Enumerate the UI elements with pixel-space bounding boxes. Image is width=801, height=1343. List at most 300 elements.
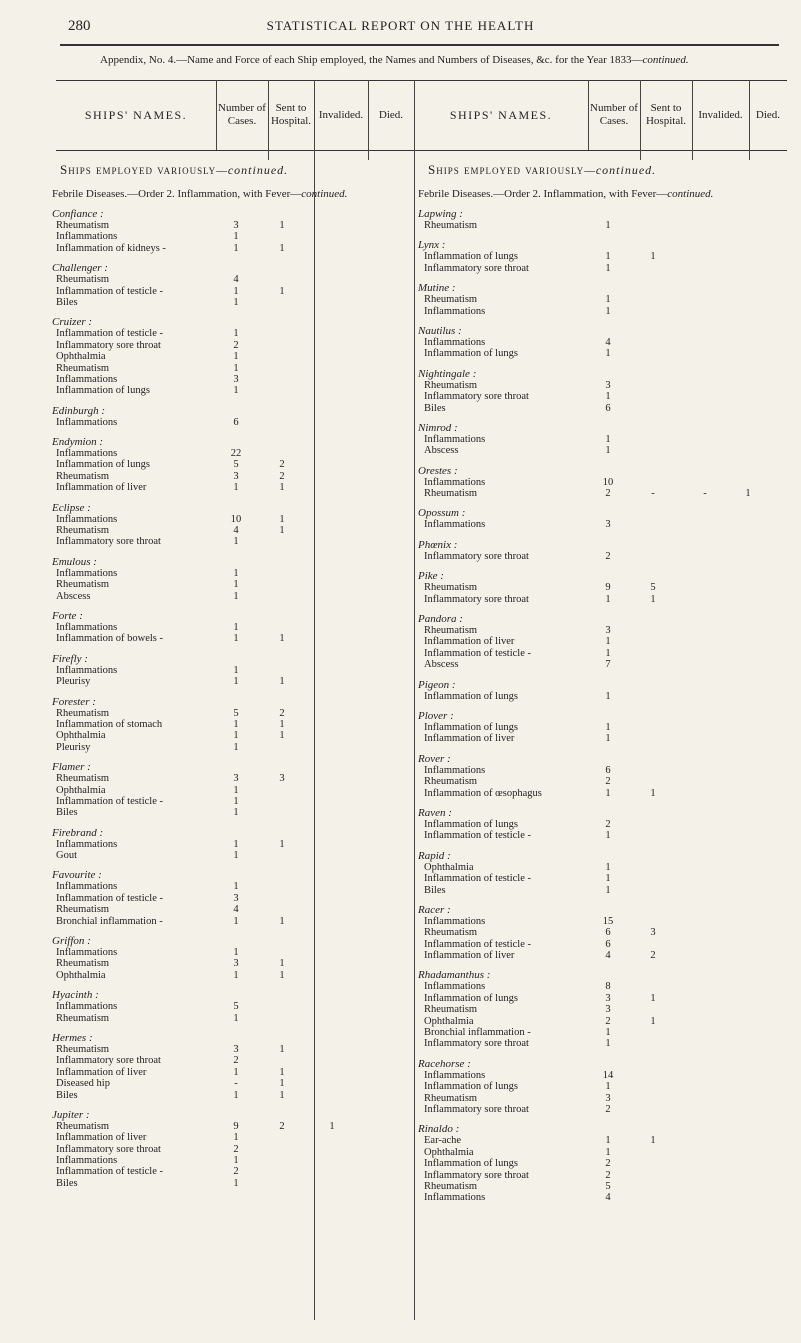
cases-value: 22 <box>230 448 242 460</box>
disease-table <box>52 80 787 1320</box>
cases-value: 3 <box>605 992 611 1004</box>
disease-row <box>52 328 414 339</box>
ship-name: Nautilus : <box>418 324 462 337</box>
cases-value: 3 <box>233 373 239 385</box>
disease-row <box>52 742 414 753</box>
ship-name: Cruizer : <box>52 316 93 329</box>
disease-name: Inflammation of liver <box>424 733 515 745</box>
disease-name: Inflammation of œsophagus <box>424 787 542 799</box>
disease-row <box>418 1104 787 1115</box>
disease-row <box>52 708 414 719</box>
disease-name: Abscess <box>56 590 91 602</box>
disease-name: Inflammations <box>56 1001 118 1013</box>
top-rule <box>60 44 779 46</box>
ship-name: Flamer : <box>52 761 91 774</box>
disease-name: Inflammation of lungs <box>424 721 518 733</box>
cases-value: 1 <box>233 1012 239 1024</box>
disease-name: Biles <box>56 1089 78 1101</box>
disease-name: Abscess <box>424 659 459 671</box>
disease-row <box>418 306 787 317</box>
hospital-value: 1 <box>650 787 656 799</box>
hospital-value: 2 <box>279 470 285 482</box>
cases-value: 6 <box>605 927 611 939</box>
disease-name: Pleurisy <box>56 741 91 753</box>
disease-row <box>418 445 787 456</box>
disease-name: Inflammation of testicle - <box>424 938 532 950</box>
disease-name: Inflammation of lungs <box>424 992 518 1004</box>
cases-value: 3 <box>605 519 611 531</box>
hospital-value: 1 <box>279 220 285 231</box>
disease-row <box>418 594 787 605</box>
disease-row <box>418 993 787 1004</box>
cases-value: 1 <box>233 362 239 374</box>
header-ships: SHIPS' NAMES. <box>84 107 188 122</box>
disease-row <box>418 873 787 884</box>
cases-value: 1 <box>233 730 239 742</box>
running-head: STATISTICAL REPORT ON THE HEALTH <box>266 18 535 33</box>
caption-lead: Appendix, No. 4. <box>100 54 177 66</box>
disease-name: Inflammations <box>56 448 118 460</box>
cases-value: 1 <box>605 647 611 659</box>
disease-name: Inflammatory sore throat <box>424 1169 529 1181</box>
cases-value: 1 <box>233 579 239 591</box>
disease-name: Bronchial inflammation - <box>56 915 163 927</box>
ship-name: Opossum : <box>418 507 466 520</box>
disease-name: Ophthalmia <box>56 351 106 363</box>
hospital-value: 1 <box>279 1043 285 1055</box>
disease-name: Rheumatism <box>56 904 110 916</box>
disease-name: Ophthalmia <box>56 730 106 742</box>
disease-row <box>52 1155 414 1166</box>
disease-row <box>52 286 414 297</box>
cases-value: 2 <box>605 1169 611 1181</box>
disease-name: Inflammatory sore throat <box>424 1103 529 1115</box>
ship-name: Emulous : <box>52 555 97 568</box>
disease-name: Inflammatory sore throat <box>424 593 529 605</box>
disease-row <box>52 839 414 850</box>
disease-row <box>418 1093 787 1104</box>
disease-name: Rheumatism <box>424 625 478 637</box>
disease-name: Inflammatory sore throat <box>56 1143 161 1155</box>
disease-row <box>418 939 787 950</box>
disease-row <box>52 536 414 547</box>
order-heading-right: Febrile Diseases.—Order 2. Inflammation, with Fever—continued. <box>418 188 714 200</box>
disease-name: Inflammations <box>424 336 486 348</box>
header-ships-right: SHIPS' NAMES. <box>449 107 553 122</box>
ship-name: Racehorse : <box>418 1057 471 1070</box>
disease-row <box>418 625 787 636</box>
disease-name: Inflammations <box>56 567 118 579</box>
hospital-value: 1 <box>650 1135 656 1147</box>
disease-row <box>418 488 787 499</box>
disease-row <box>418 1038 787 1049</box>
disease-name: Gout <box>56 850 77 862</box>
cases-value: 1 <box>233 328 239 340</box>
disease-row <box>52 785 414 796</box>
cases-value: 10 <box>230 513 242 525</box>
cases-value: 1 <box>233 1132 239 1144</box>
header-hospital-right: Sent to Hospital. <box>645 102 687 127</box>
disease-name: Inflammations <box>424 519 486 531</box>
cases-value: 7 <box>605 659 611 671</box>
disease-row <box>52 850 414 861</box>
cases-value: 1 <box>233 1066 239 1078</box>
cases-value: 1 <box>233 242 239 254</box>
disease-row <box>52 665 414 676</box>
cases-value: 1 <box>605 445 611 457</box>
disease-row <box>418 294 787 305</box>
disease-row <box>418 551 787 562</box>
cases-value: 2 <box>605 550 611 562</box>
disease-row <box>418 519 787 530</box>
disease-row <box>418 776 787 787</box>
cases-value: 1 <box>233 718 239 730</box>
cases-value: 2 <box>605 1103 611 1115</box>
cases-value: 1 <box>233 536 239 548</box>
hospital-value: 1 <box>279 676 285 688</box>
header-died-right: Died. <box>755 108 781 121</box>
cases-value: 1 <box>605 305 611 317</box>
cases-value: 1 <box>605 1038 611 1050</box>
disease-name: Inflammation of liver <box>56 1132 147 1144</box>
disease-row <box>52 676 414 687</box>
disease-row <box>52 471 414 482</box>
cases-value: 1 <box>605 220 611 231</box>
disease-row <box>52 220 414 231</box>
disease-row <box>418 1070 787 1081</box>
section-heading-right: Ships employed variously—continued. <box>428 162 657 177</box>
cases-value: 1 <box>233 590 239 602</box>
disease-name: Inflammations <box>56 947 118 959</box>
disease-name: Inflammatory sore throat <box>56 339 161 351</box>
section-heading: Ships employed variously—continued. <box>60 162 289 177</box>
disease-row <box>418 648 787 659</box>
disease-name: Inflammation of liver <box>424 950 515 962</box>
table-caption <box>100 54 689 66</box>
cases-value: 1 <box>233 784 239 796</box>
disease-row <box>418 1158 787 1169</box>
disease-row <box>418 819 787 830</box>
disease-name: Rheumatism <box>424 220 478 231</box>
disease-name: Ophthalmia <box>56 969 106 981</box>
ship-name: Mutine : <box>418 282 456 295</box>
disease-row <box>418 950 787 961</box>
disease-row <box>52 579 414 590</box>
cases-value: 5 <box>605 1180 611 1192</box>
hospital-value: 3 <box>279 773 285 785</box>
cases-value: 2 <box>233 1055 239 1067</box>
disease-name: Inflammation of lungs <box>424 1158 518 1170</box>
disease-name: Inflammation of liver <box>56 1066 147 1078</box>
disease-name: Rheumatism <box>56 958 110 970</box>
disease-name: Ophthalmia <box>56 784 106 796</box>
disease-name: Rheumatism <box>424 776 478 788</box>
cases-value: 1 <box>605 294 611 306</box>
cases-value: 1 <box>605 787 611 799</box>
hospital-value: 1 <box>279 242 285 254</box>
disease-name: Inflammation of lungs <box>424 690 518 702</box>
disease-row <box>418 691 787 702</box>
disease-name: Rheumatism <box>56 274 110 286</box>
disease-row <box>52 231 414 242</box>
hospital-value: 1 <box>650 1015 656 1027</box>
cases-value: 6 <box>605 402 611 414</box>
cases-value: 1 <box>605 433 611 445</box>
disease-row <box>52 1001 414 1012</box>
ship-name: Endymion : <box>52 436 104 449</box>
cases-value: 4 <box>605 950 611 962</box>
cases-value: 3 <box>233 773 239 785</box>
table-top-rule <box>56 80 787 81</box>
disease-row <box>418 1027 787 1038</box>
disease-row <box>52 568 414 579</box>
disease-row <box>418 477 787 488</box>
disease-name: Inflammation of testicle - <box>56 1166 164 1178</box>
hospital-value: 1 <box>279 838 285 850</box>
disease-name: Inflammations <box>56 513 118 525</box>
cases-value: 1 <box>605 1081 611 1093</box>
ship-name: Hyacinth : <box>52 989 99 1002</box>
disease-name: Rheumatism <box>56 1120 110 1132</box>
disease-name: Inflammations <box>56 881 118 893</box>
disease-row <box>52 807 414 818</box>
disease-name: Ophthalmia <box>424 861 474 873</box>
disease-name: Inflammation of kidneys - <box>56 242 166 254</box>
disease-name: Inflammation of lungs <box>56 459 150 471</box>
disease-name: Inflammatory sore throat <box>424 550 529 562</box>
disease-name: Inflammation of testicle - <box>56 285 164 297</box>
cases-value: 3 <box>233 1043 239 1055</box>
left-column <box>52 208 414 1189</box>
disease-row <box>52 1055 414 1066</box>
hospital-value: 1 <box>279 482 285 494</box>
cases-value: 3 <box>605 625 611 637</box>
disease-row <box>52 719 414 730</box>
disease-row <box>418 263 787 274</box>
cases-value: 8 <box>605 981 611 993</box>
cases-value: 6 <box>233 416 239 428</box>
disease-name: Biles <box>424 402 446 414</box>
disease-name: Inflammation of stomach <box>56 718 163 730</box>
hospital-value: 1 <box>279 718 285 730</box>
disease-row <box>52 243 414 254</box>
disease-row <box>52 796 414 807</box>
ship-name: Firebrand : <box>52 826 104 839</box>
disease-row <box>52 1067 414 1078</box>
cases-value: - <box>234 1078 238 1090</box>
disease-row <box>418 1170 787 1181</box>
header-died: Died. <box>378 108 404 121</box>
disease-name: Inflammation of testicle - <box>424 647 532 659</box>
cases-value: 1 <box>605 873 611 885</box>
disease-name: Inflammations <box>56 838 118 850</box>
cases-value: 6 <box>605 764 611 776</box>
disease-name: Inflammation of testicle - <box>56 892 164 904</box>
disease-row <box>52 525 414 536</box>
disease-name: Inflammation of liver <box>56 482 147 494</box>
cases-value: 1 <box>233 1177 239 1189</box>
disease-name: Inflammations <box>424 305 486 317</box>
cases-value: 1 <box>605 391 611 403</box>
cases-value: 5 <box>233 1001 239 1013</box>
cases-value: 1 <box>233 850 239 862</box>
hospital-value: 1 <box>279 1078 285 1090</box>
disease-name: Rheumatism <box>424 582 478 594</box>
cases-value: 9 <box>233 1120 239 1132</box>
cases-value: 1 <box>605 721 611 733</box>
cases-value: 14 <box>602 1069 614 1081</box>
cases-value: 1 <box>605 1027 611 1039</box>
disease-row <box>418 434 787 445</box>
cases-value: 15 <box>602 915 614 927</box>
cases-value: 2 <box>233 339 239 351</box>
cases-value: 1 <box>605 733 611 745</box>
disease-row <box>52 947 414 958</box>
disease-name: Inflammations <box>424 433 486 445</box>
disease-name: Abscess <box>424 445 459 457</box>
disease-name: Rheumatism <box>56 579 110 591</box>
disease-row <box>52 448 414 459</box>
ship-name: Lapwing : <box>418 208 463 220</box>
cases-value: 1 <box>233 947 239 959</box>
cases-value: 2 <box>605 776 611 788</box>
cases-value: 2 <box>605 818 611 830</box>
disease-name: Rheumatism <box>56 470 110 482</box>
hospital-value: 1 <box>279 958 285 970</box>
cases-value: 10 <box>602 476 614 488</box>
cases-value: 2 <box>233 1166 239 1178</box>
ship-name: Rover : <box>418 752 451 765</box>
cases-value: 9 <box>605 582 611 594</box>
disease-row <box>418 733 787 744</box>
ship-name: Nimrod : <box>418 421 458 434</box>
header-invalided-right: Invalided. <box>698 108 743 121</box>
disease-row <box>52 514 414 525</box>
cases-value: 1 <box>233 807 239 819</box>
cases-value: 1 <box>605 593 611 605</box>
disease-row <box>52 482 414 493</box>
page-number: 280 <box>68 18 91 34</box>
ship-name: Griffon : <box>52 935 91 948</box>
ship-name: Confiance : <box>52 208 104 220</box>
disease-row <box>52 773 414 784</box>
ship-name: Jupiter : <box>52 1108 90 1121</box>
disease-name: Rheumatism <box>424 379 478 391</box>
disease-row <box>52 459 414 470</box>
hospital-value: 5 <box>650 582 656 594</box>
cases-value: 3 <box>233 958 239 970</box>
cases-value: 1 <box>233 482 239 494</box>
hospital-value: 1 <box>279 1066 285 1078</box>
disease-name: Diseased hip <box>56 1078 110 1090</box>
cases-value: 4 <box>233 525 239 537</box>
col-divider-center <box>414 80 415 1320</box>
cases-value: 1 <box>605 636 611 648</box>
disease-row <box>418 927 787 938</box>
hospital-value: 1 <box>279 969 285 981</box>
disease-row <box>418 348 787 359</box>
disease-name: Biles <box>56 296 78 308</box>
cases-value: 1 <box>233 1155 239 1167</box>
cases-value: 3 <box>605 1004 611 1016</box>
cases-value: 4 <box>605 336 611 348</box>
hospital-value: 2 <box>650 950 656 962</box>
disease-row <box>52 730 414 741</box>
cases-value: 1 <box>605 830 611 842</box>
cases-value: 4 <box>233 904 239 916</box>
disease-row <box>418 220 787 231</box>
cases-value: 1 <box>605 1146 611 1158</box>
disease-row <box>52 1013 414 1024</box>
cases-value: 1 <box>233 795 239 807</box>
disease-row <box>418 862 787 873</box>
cases-value: 1 <box>233 881 239 893</box>
disease-name: Inflammatory sore throat <box>56 1055 161 1067</box>
disease-row <box>52 633 414 644</box>
disease-name: Inflammations <box>56 621 118 633</box>
cases-value: 1 <box>233 676 239 688</box>
cases-value: 1 <box>233 351 239 363</box>
disease-name: Inflammations <box>424 1192 486 1204</box>
disease-row <box>52 893 414 904</box>
disease-row <box>418 1135 787 1146</box>
cases-value: 1 <box>605 861 611 873</box>
disease-name: Inflammatory sore throat <box>424 262 529 274</box>
ship-name: Forte : <box>52 609 83 622</box>
disease-row <box>418 1192 787 1203</box>
disease-name: Inflammations <box>424 981 486 993</box>
disease-row <box>418 1016 787 1027</box>
ship-name: Pigeon : <box>418 678 456 691</box>
cases-value: 1 <box>605 262 611 274</box>
disease-row <box>52 351 414 362</box>
died-value: 1 <box>745 488 751 500</box>
cases-value: 2 <box>605 1015 611 1027</box>
cases-value: 1 <box>233 969 239 981</box>
cases-value: 2 <box>605 488 611 500</box>
disease-name: Inflammation of testicle - <box>424 873 532 885</box>
cases-value: 3 <box>605 1092 611 1104</box>
ship-name: Pike : <box>418 570 444 583</box>
disease-row <box>52 1166 414 1177</box>
ship-name: Hermes : <box>52 1031 93 1044</box>
hospital-value: 3 <box>650 927 656 939</box>
disease-name: Inflammation of lungs <box>424 251 518 263</box>
caption-text: —Name and Force of each Ship employed, the Names and Numbers of Diseases, &c. for the Year 1833— <box>176 54 643 66</box>
disease-row <box>418 916 787 927</box>
disease-row <box>52 1132 414 1143</box>
disease-row <box>418 885 787 896</box>
cases-value: 1 <box>233 231 239 243</box>
disease-row <box>52 1121 414 1132</box>
hospital-value: 1 <box>279 285 285 297</box>
disease-name: Rheumatism <box>424 1092 478 1104</box>
header-rule <box>56 150 787 151</box>
disease-name: Biles <box>56 807 78 819</box>
disease-row <box>52 417 414 428</box>
disease-row <box>418 981 787 992</box>
ship-name: Rinaldo : <box>418 1123 460 1136</box>
disease-name: Inflammation of lungs <box>56 385 150 397</box>
disease-row <box>418 1181 787 1192</box>
disease-name: Inflammation of lungs <box>424 348 518 360</box>
disease-name: Inflammations <box>424 915 486 927</box>
disease-name: Biles <box>56 1177 78 1189</box>
ship-name: Racer : <box>418 903 451 916</box>
disease-name: Inflammations <box>56 664 118 676</box>
disease-name: Rheumatism <box>424 488 478 500</box>
disease-row <box>418 659 787 670</box>
